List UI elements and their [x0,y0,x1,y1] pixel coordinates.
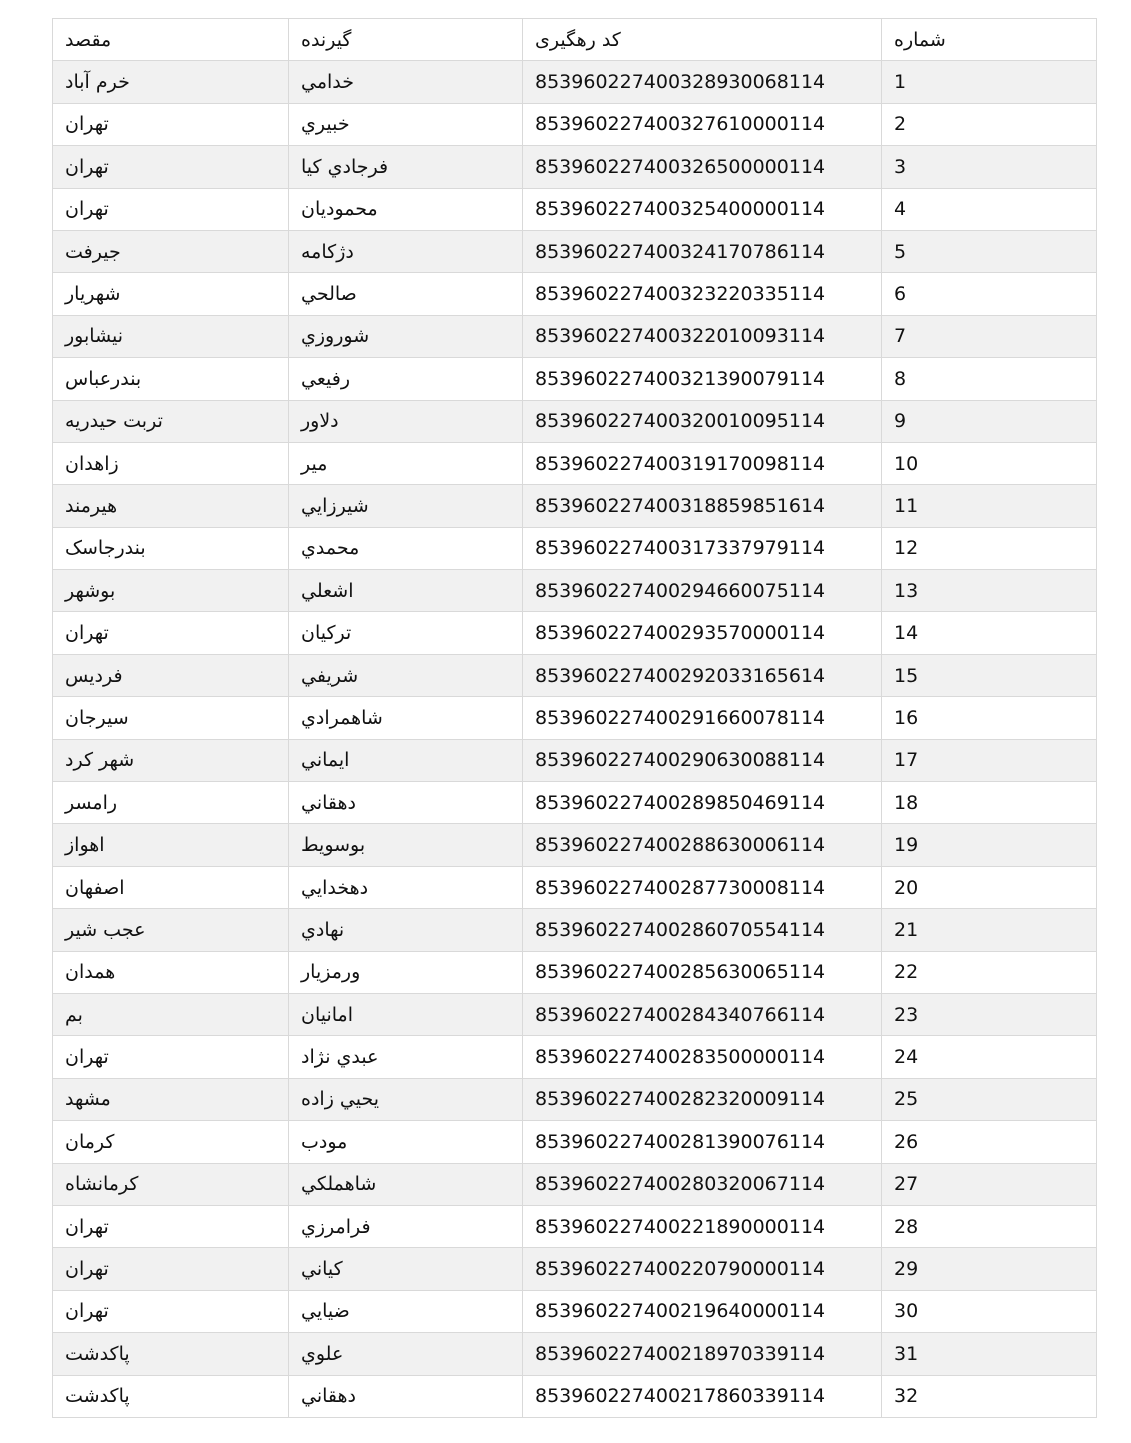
row-number-cell [882,1205,1097,1247]
recipient-name: دژكامه [301,240,354,263]
row-number-cell [882,866,1097,908]
destination-city-cell [53,103,289,145]
recipient-name: شوروزي [301,325,370,348]
tracking-code-cell [523,1333,882,1375]
destination-city-cell [53,1163,289,1205]
row-number-cell [882,1121,1097,1163]
tracking-code-cell [523,358,882,400]
recipient-name: شيرزايي [301,494,369,517]
tracking-code-cell [523,400,882,442]
destination-city: مشهد [65,1088,111,1111]
row-number-cell [882,909,1097,951]
tracking-code: 853960227400290630088114 [535,749,826,772]
tracking-code-cell [523,1121,882,1163]
tracking-code-cell [523,273,882,315]
destination-city-cell [53,1333,289,1375]
recipient-name-cell [289,993,523,1035]
destination-city-cell [53,146,289,188]
recipient-name: خبيري [301,113,350,136]
row-number-cell [882,527,1097,569]
tracking-code: 853960227400281390076114 [535,1130,826,1153]
tracking-code-cell [523,61,882,103]
row-number: 32 [894,1385,919,1408]
table-row [53,1205,1097,1247]
tracking-code: 853960227400220790000114 [535,1258,826,1281]
table-row [53,230,1097,272]
destination-city-cell [53,1205,289,1247]
tracking-code-cell [523,739,882,781]
row-number-cell [882,485,1097,527]
row-number: 28 [894,1215,919,1238]
table-row [53,1375,1097,1417]
destination-city: تربت حيدريه [65,410,163,433]
row-number-cell [882,570,1097,612]
recipient-name-cell [289,570,523,612]
tracking-code: 853960227400326500000114 [535,155,826,178]
destination-city: نيشابور [65,325,124,348]
destination-city: تهران [65,622,109,645]
destination-city-cell [53,358,289,400]
destination-city-cell [53,782,289,824]
table-row [53,103,1097,145]
destination-city: شهر كرد [65,749,135,772]
destination-city-cell [53,993,289,1035]
tracking-code: 853960227400221890000114 [535,1215,826,1238]
table-row [53,1163,1097,1205]
tracking-code-cell [523,1163,882,1205]
tracking-code: 853960227400288630006114 [535,834,826,857]
destination-city-cell [53,1375,289,1417]
row-number-cell [882,612,1097,654]
recipient-name: ايماني [301,749,350,772]
tracking-code: 853960227400286070554114 [535,918,826,941]
tracking-code: 853960227400322010093114 [535,325,826,348]
row-number-cell [882,1163,1097,1205]
recipient-name: مير [301,452,328,475]
tracking-code-cell [523,866,882,908]
tracking-code: 853960227400289850469114 [535,791,826,814]
recipient-name-cell [289,1163,523,1205]
row-number: 30 [894,1300,919,1323]
table-row [53,1333,1097,1375]
recipient-name-cell [289,824,523,866]
tracking-code: 853960227400218970339114 [535,1342,826,1365]
row-number-cell [882,61,1097,103]
destination-city-cell [53,1036,289,1078]
row-number-cell [882,697,1097,739]
recipient-name: دلاور [301,410,339,433]
destination-city: بندرعباس [65,367,142,390]
recipient-name-cell [289,103,523,145]
tracking-code-cell [523,527,882,569]
recipient-name-cell [289,1121,523,1163]
tracking-code: 853960227400327610000114 [535,113,826,136]
destination-city-cell [53,400,289,442]
destination-city-cell [53,1248,289,1290]
destination-city-cell [53,866,289,908]
tracking-code: 853960227400219640000114 [535,1300,826,1323]
recipient-name-cell [289,1248,523,1290]
tracking-code: 853960227400328930068114 [535,71,826,94]
table-row [53,315,1097,357]
tracking-code: 853960227400320010095114 [535,410,826,433]
row-number: 24 [894,1046,919,1069]
recipient-name-cell [289,1205,523,1247]
tracking-code-cell [523,1205,882,1247]
recipient-name: ضيايي [301,1300,350,1323]
recipient-name: يحيي زاده [301,1088,380,1111]
recipient-name-cell [289,951,523,993]
destination-city: تهران [65,113,109,136]
tracking-code: 853960227400280320067114 [535,1173,826,1196]
recipient-name-cell [289,315,523,357]
tracking-code-cell [523,1036,882,1078]
recipient-name-cell [289,866,523,908]
tracking-code-cell [523,1290,882,1332]
recipient-name: امانيان [301,1003,354,1026]
table-row [53,951,1097,993]
recipient-name-cell [289,1333,523,1375]
row-number-cell [882,1333,1097,1375]
destination-city-cell [53,824,289,866]
destination-city-cell [53,273,289,315]
destination-city: تهران [65,1046,109,1069]
tracking-code-cell [523,570,882,612]
tracking-code: 853960227400284340766114 [535,1003,826,1026]
destination-city: هيرمند [65,494,118,517]
destination-city: زاهدان [65,452,119,475]
recipient-name-cell [289,188,523,230]
destination-city: تهران [65,1215,109,1238]
destination-city: اهواز [65,834,105,857]
tracking-code: 853960227400285630065114 [535,961,826,984]
recipient-name: دهقاني [301,791,357,814]
table-row [53,697,1097,739]
destination-city: كرمانشاه [65,1173,139,1196]
row-number: 18 [894,791,919,814]
recipient-name-cell [289,782,523,824]
row-number-cell [882,993,1097,1035]
row-number-cell [882,442,1097,484]
recipient-name: اشعلي [301,579,354,602]
row-number-cell [882,1036,1097,1078]
recipient-name-cell [289,739,523,781]
destination-city-cell [53,951,289,993]
table-row [53,570,1097,612]
table-row [53,442,1097,484]
tracking-code: 853960227400324170786114 [535,240,826,263]
destination-city: بم [65,1003,83,1026]
tracking-code-cell [523,230,882,272]
row-number: 8 [894,367,907,390]
destination-city: تهران [65,1300,109,1323]
destination-city-cell [53,1078,289,1120]
tracking-code-cell [523,485,882,527]
destination-city-cell [53,697,289,739]
recipient-name-cell [289,1078,523,1120]
tracking-code-cell [523,612,882,654]
recipient-name: محمدي [301,537,360,560]
recipient-name: شريفي [301,664,359,687]
recipient-name-cell [289,612,523,654]
tracking-code: 853960227400323220335114 [535,283,826,306]
row-number-cell [882,1375,1097,1417]
row-number: 15 [894,664,919,687]
destination-city: فرديس [65,664,123,687]
tracking-code-cell [523,909,882,951]
destination-city-cell [53,1121,289,1163]
row-number: 17 [894,749,919,772]
row-number-cell [882,1290,1097,1332]
table-row [53,1036,1097,1078]
destination-city: رامسر [65,791,118,814]
destination-city: عجب شير [65,918,146,941]
row-number-cell [882,824,1097,866]
tracking-code-cell [523,1375,882,1417]
row-number-cell [882,400,1097,442]
destination-city: اصفهان [65,876,125,899]
tracking-code-cell [523,188,882,230]
recipient-name: فرجادي كيا [301,155,389,178]
destination-city: همدان [65,961,116,984]
recipient-name: شاهملكي [301,1173,377,1196]
tracking-code-cell [523,654,882,696]
row-number-cell [882,358,1097,400]
recipient-name-cell [289,909,523,951]
row-number: 4 [894,198,907,221]
tracking-code: 853960227400292033165614 [535,664,826,687]
header-number: شماره [882,19,1097,61]
tracking-code: 853960227400293570000114 [535,622,826,645]
tracking-code: 853960227400325400000114 [535,198,826,221]
header-tracking-code: کد رهگیری [523,19,882,61]
recipient-name-cell [289,230,523,272]
table-row [53,358,1097,400]
destination-city-cell [53,612,289,654]
row-number: 22 [894,961,919,984]
row-number: 6 [894,283,907,306]
recipient-name: فرامرزي [301,1215,371,1238]
destination-city: شهريار [65,283,121,306]
row-number: 16 [894,706,919,729]
row-number-cell [882,188,1097,230]
destination-city-cell [53,739,289,781]
row-number-cell [882,1078,1097,1120]
table-row [53,739,1097,781]
recipient-name: رفيعي [301,367,350,390]
table-row [53,993,1097,1035]
recipient-name: كياني [301,1258,343,1281]
destination-city: بندرجاسک [65,537,146,560]
destination-city: تهران [65,1258,109,1281]
recipient-name-cell [289,697,523,739]
tracking-code: 853960227400317337979114 [535,537,826,560]
table-row [53,866,1097,908]
header-destination: مقصد [53,19,289,61]
destination-city: سيرجان [65,706,129,729]
table-row [53,612,1097,654]
tracking-code: 853960227400283500000114 [535,1046,826,1069]
row-number: 3 [894,155,907,178]
tracking-code: 853960227400217860339114 [535,1385,826,1408]
recipient-name-cell [289,273,523,315]
tracking-code-cell [523,1248,882,1290]
recipient-name: عبدي نژاد [301,1046,379,1069]
row-number-cell [882,315,1097,357]
recipient-name: خدامي [301,71,355,94]
destination-city-cell [53,909,289,951]
row-number: 20 [894,876,919,899]
table-row [53,527,1097,569]
destination-city: تهران [65,155,109,178]
destination-city-cell [53,570,289,612]
recipient-name-cell [289,400,523,442]
row-number: 11 [894,494,919,517]
table-row [53,146,1097,188]
destination-city-cell [53,315,289,357]
row-number: 27 [894,1173,919,1196]
row-number-cell [882,230,1097,272]
destination-city: پاكدشت [65,1385,130,1408]
table-row [53,1121,1097,1163]
recipient-name-cell [289,442,523,484]
destination-city-cell [53,230,289,272]
row-number-cell [882,739,1097,781]
recipient-name: علوي [301,1342,344,1365]
recipient-name-cell [289,485,523,527]
row-number: 10 [894,452,919,475]
tracking-code-cell [523,824,882,866]
recipient-name: بوسويط [301,834,366,857]
row-number-cell [882,951,1097,993]
tracking-code: 853960227400319170098114 [535,452,826,475]
tracking-code: 853960227400294660075114 [535,579,826,602]
row-number: 13 [894,579,919,602]
recipient-name: صالحي [301,283,357,306]
recipient-name-cell [289,358,523,400]
destination-city: خرم آباد [65,71,130,94]
table-row [53,654,1097,696]
destination-city: بوشهر [65,579,116,602]
tracking-code-cell [523,315,882,357]
destination-city-cell [53,485,289,527]
table-row [53,61,1097,103]
recipient-name-cell [289,1290,523,1332]
row-number: 21 [894,918,919,941]
destination-city: كرمان [65,1130,115,1153]
destination-city-cell [53,442,289,484]
destination-city-cell [53,654,289,696]
header-recipient: گیرنده [289,19,523,61]
row-number: 5 [894,240,907,263]
destination-city: تهران [65,198,109,221]
row-number: 7 [894,325,907,348]
table-row [53,1078,1097,1120]
table-row [53,782,1097,824]
row-number-cell [882,146,1097,188]
row-number-cell [882,103,1097,145]
destination-city: پاكدشت [65,1342,130,1365]
destination-city: جيرفت [65,240,121,263]
row-number: 1 [894,71,907,94]
row-number: 19 [894,834,919,857]
tracking-code-cell [523,146,882,188]
destination-city-cell [53,61,289,103]
row-number-cell [882,782,1097,824]
table-row [53,824,1097,866]
table-row [53,400,1097,442]
recipient-name-cell [289,654,523,696]
row-number: 12 [894,537,919,560]
tracking-code-cell [523,993,882,1035]
destination-city-cell [53,1290,289,1332]
row-number: 25 [894,1088,919,1111]
table-row [53,273,1097,315]
row-number-cell [882,1248,1097,1290]
recipient-name: مودب [301,1130,348,1153]
header-row [53,19,1097,61]
tracking-code: 853960227400287730008114 [535,876,826,899]
row-number: 26 [894,1130,919,1153]
tracking-code-cell [523,103,882,145]
recipient-name-cell [289,1036,523,1078]
tracking-code: 853960227400291660078114 [535,706,826,729]
table-row [53,909,1097,951]
row-number-cell [882,273,1097,315]
tracking-code: 853960227400321390079114 [535,367,826,390]
destination-city-cell [53,188,289,230]
row-number: 9 [894,410,907,433]
row-number: 29 [894,1258,919,1281]
recipient-name: محموديان [301,198,378,221]
recipient-name-cell [289,1375,523,1417]
recipient-name: دهقاني [301,1385,357,1408]
destination-city-cell [53,527,289,569]
recipient-name: ورمزيار [301,961,361,984]
row-number: 31 [894,1342,919,1365]
row-number: 23 [894,1003,919,1026]
row-number-cell [882,654,1097,696]
recipient-name: دهخدايي [301,876,369,899]
recipient-name-cell [289,61,523,103]
row-number: 14 [894,622,919,645]
tracking-code: 853960227400282320009114 [535,1088,826,1111]
table-row [53,1290,1097,1332]
tracking-code-cell [523,951,882,993]
table-row [53,485,1097,527]
tracking-code-cell [523,442,882,484]
row-number: 2 [894,113,907,136]
recipient-name-cell [289,146,523,188]
shipments-table [52,18,1097,1418]
recipient-name-cell [289,527,523,569]
table-row [53,1248,1097,1290]
tracking-code: 853960227400318859851614 [535,494,826,517]
recipient-name: تركيان [301,622,352,645]
table-row [53,188,1097,230]
tracking-code-cell [523,1078,882,1120]
tracking-code-cell [523,697,882,739]
recipient-name: نهادي [301,918,345,941]
tracking-code-cell [523,782,882,824]
recipient-name: شاهمرادي [301,706,383,729]
